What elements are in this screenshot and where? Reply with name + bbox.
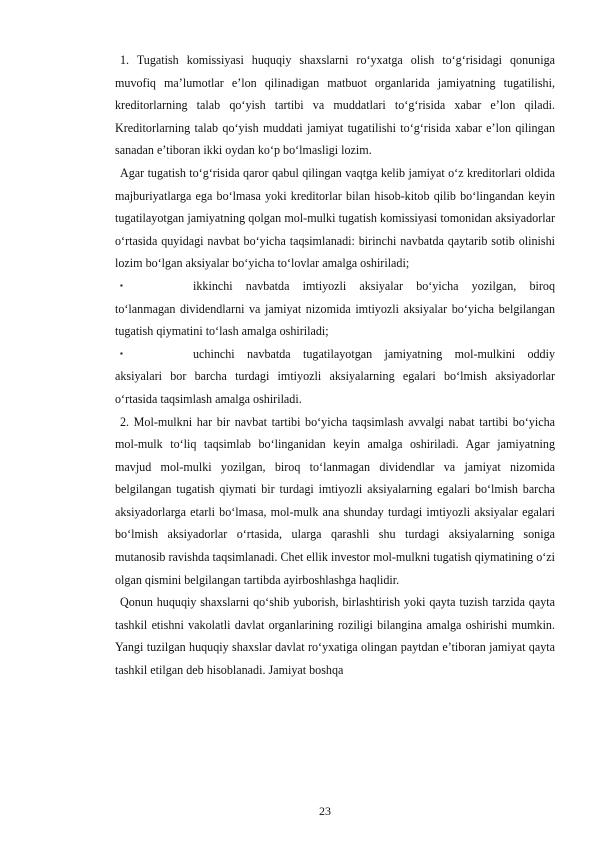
bullet-item-1: [115, 275, 555, 343]
bullet-item-2: [115, 343, 555, 411]
paragraph-3: 2. Mol-mulkni har bir navbat tartibi bo‘yicha taqsimlash avvalgi nabat tartibi bo‘yicha mol-mulk to‘liq taqsimlab bo‘linganidan keyin amalga oshiriladi. Agar jamiyatning mavjud mol-mulki yozilgan, biroq to‘lanmagan dividendlar va jamiyat nizomida belgilangan tugatish qiymati bir turdagi imtiyozli aksiyalarning egalari bo‘lmish barcha aksiyadorlarga etarli bo‘lmasa, mol-mulk ana shunday turdagi imtiyozli aksiyalar egalari bo‘lmish aksiyadorlar o‘rtasida, ularga qarashli shu turdagi aksiyalarning soniga mutanosib ravishda taqsimlanadi. Chet ellik investor mol-mulkni tugatish qiymatining o‘zi olgan qismini belgilangan tartibda ayirboshlashga haqlidir.: [115, 414, 555, 587]
page-number: 23: [319, 804, 331, 818]
bullet-text-1: ikkinchi navbatda imtiyozli aksiyalar bo‘yicha yozilgan, biroq to‘lanmagan dividendlarni va jamiyat nizomida imtiyozli aksiyalar bo‘yicha belgilangan tugatish qiymatini to‘lash amalga oshiriladi;: [115, 278, 555, 339]
body-text: [115, 49, 555, 682]
paragraph-1: 1. Tugatish komissiyasi huquqiy shaxslarni ro‘yxatga olish to‘g‘risidagi qonuniga muvofiq ma’lumotlar e’lon qilinadigan matbuot organlarida jamiyatning tugatilishi, kreditorlarning talab qo‘yish tartibi va muddatlari to‘g‘risida xabar e’lon qiladi. Kreditorlarning talab qo‘yish muddati jamiyat tugatilishi to‘g‘risida xabar e’lon qilingan sanadan e’tiboran ikki oydan ko‘p bo‘lmasligi lozim.: [115, 53, 555, 158]
bullet-text-2: uchinchi navbatda tugatilayotgan jamiyatning mol-mulkini oddiy aksiyalari bor barcha turdagi imtiyozli aksiyalarning egalari bo‘lmish aksiyadorlar o‘rtasida taqsimlash amalga oshiriladi.: [115, 346, 555, 406]
paragraph-2: Agar tugatish to‘g‘risida qaror qabul qilingan vaqtga kelib jamiyat o‘z kreditorlari oldida majburiyatlarga ega bo‘lmasa yoki kreditorlar bilan hisob-kitob qilib bo‘lingandan keyin tugatilayotgan jamiyatning qolgan mol-mulki tugatish komissiyasi tomonidan aksiyadorlar o‘rtasida quyidagi navbat bo‘yicha taqsimlanadi: birinchi navbatda qaytarib sotib olinishi lozim bo‘lgan aksiyalar bo‘yicha to‘lovlar amalga oshiriladi;: [115, 165, 555, 271]
bullet-icon: ▪: [120, 348, 123, 358]
bullet-icon: ▪: [120, 280, 123, 290]
paragraph-4: Qonun huquqiy shaxslarni qo‘shib yuborish, birlashtirish yoki qayta tuzish tarzida qayta tashkil etishni vakolatli davlat organlarining roziligi bilangina amalga oshirishi mumkin. Yangi tuzilgan huquqiy shaxslar davlat ro‘yxatiga olingan paytdan e’tiboran jamiyat qayta tashkil etilgan deb hisoblanadi. Jamiyat boshqa: [115, 595, 555, 678]
